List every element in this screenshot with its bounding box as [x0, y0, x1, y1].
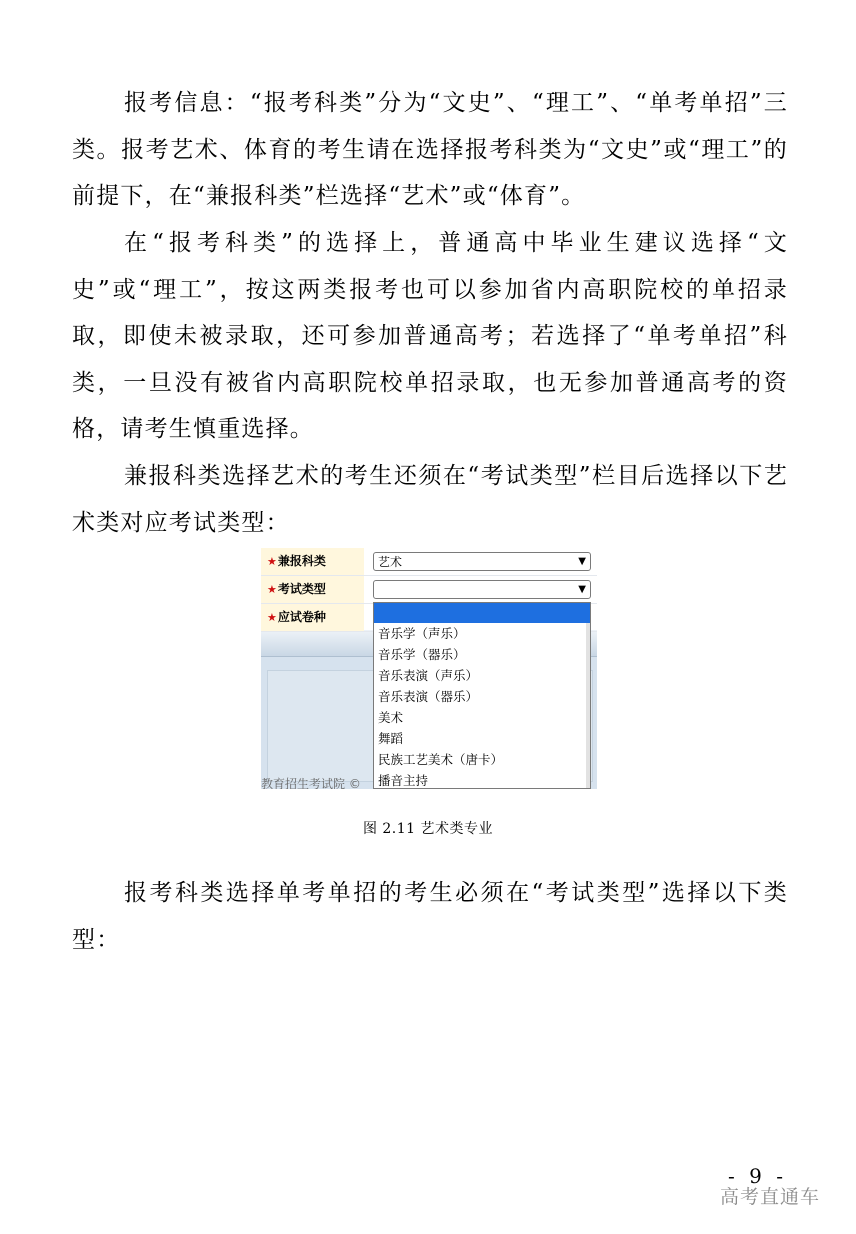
paragraph-category-advice: 在“报考科类”的选择上，普通高中毕业生建议选择“文史”或“理工”，按这两类报考也可以参加省内高职院校的单招录取，即使未被录取，还可参加普通高考；若选择了“单考单招”科类，一旦没有被省内高职院校单招录取，也无参加普通高考的资格，请考生慎重选择。	[72, 230, 788, 442]
form-row-extra-category	[261, 548, 597, 576]
figure-caption: 图 2.11 艺术类专业	[362, 821, 494, 837]
dropdown-option[interactable]: 舞蹈	[378, 731, 404, 746]
dropdown-option[interactable]: 音乐表演（声乐）	[378, 668, 479, 683]
dropdown-scrollbar[interactable]	[586, 623, 590, 788]
dropdown-option[interactable]: 播音主持	[378, 773, 429, 788]
required-star-icon: ★	[267, 583, 277, 596]
exam-type-dropdown-list[interactable]	[373, 602, 591, 789]
paragraph-single-exam-type: 报考科类选择单考单招的考生必须在“考试类型”选择以下类型：	[72, 880, 788, 953]
watermark-text: 高考直通车	[720, 1186, 821, 1208]
form-footer-text: 教育招生考试院 ©	[261, 777, 361, 789]
form-label: ★考试类型	[261, 576, 364, 603]
dropdown-option[interactable]: 民族工艺美术（唐卡）	[378, 752, 504, 767]
paragraph-report-info: 报考信息：“报考科类”分为“文史”、“理工”、“单考单招”三类。报考艺术、体育的考生请在选择报考科类为“文史”或“理工”的前提下，在“兼报科类”栏选择“艺术”或“体育”。	[72, 90, 788, 209]
extra-category-select[interactable]: 艺术 ▼	[373, 552, 591, 571]
paragraph-art-exam-type: 兼报科类选择艺术的考生还须在“考试类型”栏目后选择以下艺术类对应考试类型：	[72, 463, 788, 536]
required-star-icon: ★	[267, 611, 277, 624]
dropdown-option[interactable]: 音乐学（声乐）	[378, 626, 466, 641]
form-screenshot	[261, 548, 597, 789]
dropdown-option[interactable]	[374, 603, 590, 623]
form-label: ★兼报科类	[261, 548, 364, 575]
page-number: - 9 -	[728, 1164, 787, 1188]
form-label: ★应试卷种	[261, 604, 364, 631]
form-row-exam-type	[261, 576, 597, 604]
dropdown-option[interactable]: 音乐表演（器乐）	[378, 689, 479, 704]
dropdown-option[interactable]: 音乐学（器乐）	[378, 647, 466, 662]
dropdown-option[interactable]: 美术	[378, 710, 404, 725]
exam-type-select[interactable]	[373, 580, 591, 599]
chevron-down-icon: ▼	[578, 584, 586, 595]
chevron-down-icon: ▼	[578, 556, 586, 567]
required-star-icon: ★	[267, 555, 277, 568]
